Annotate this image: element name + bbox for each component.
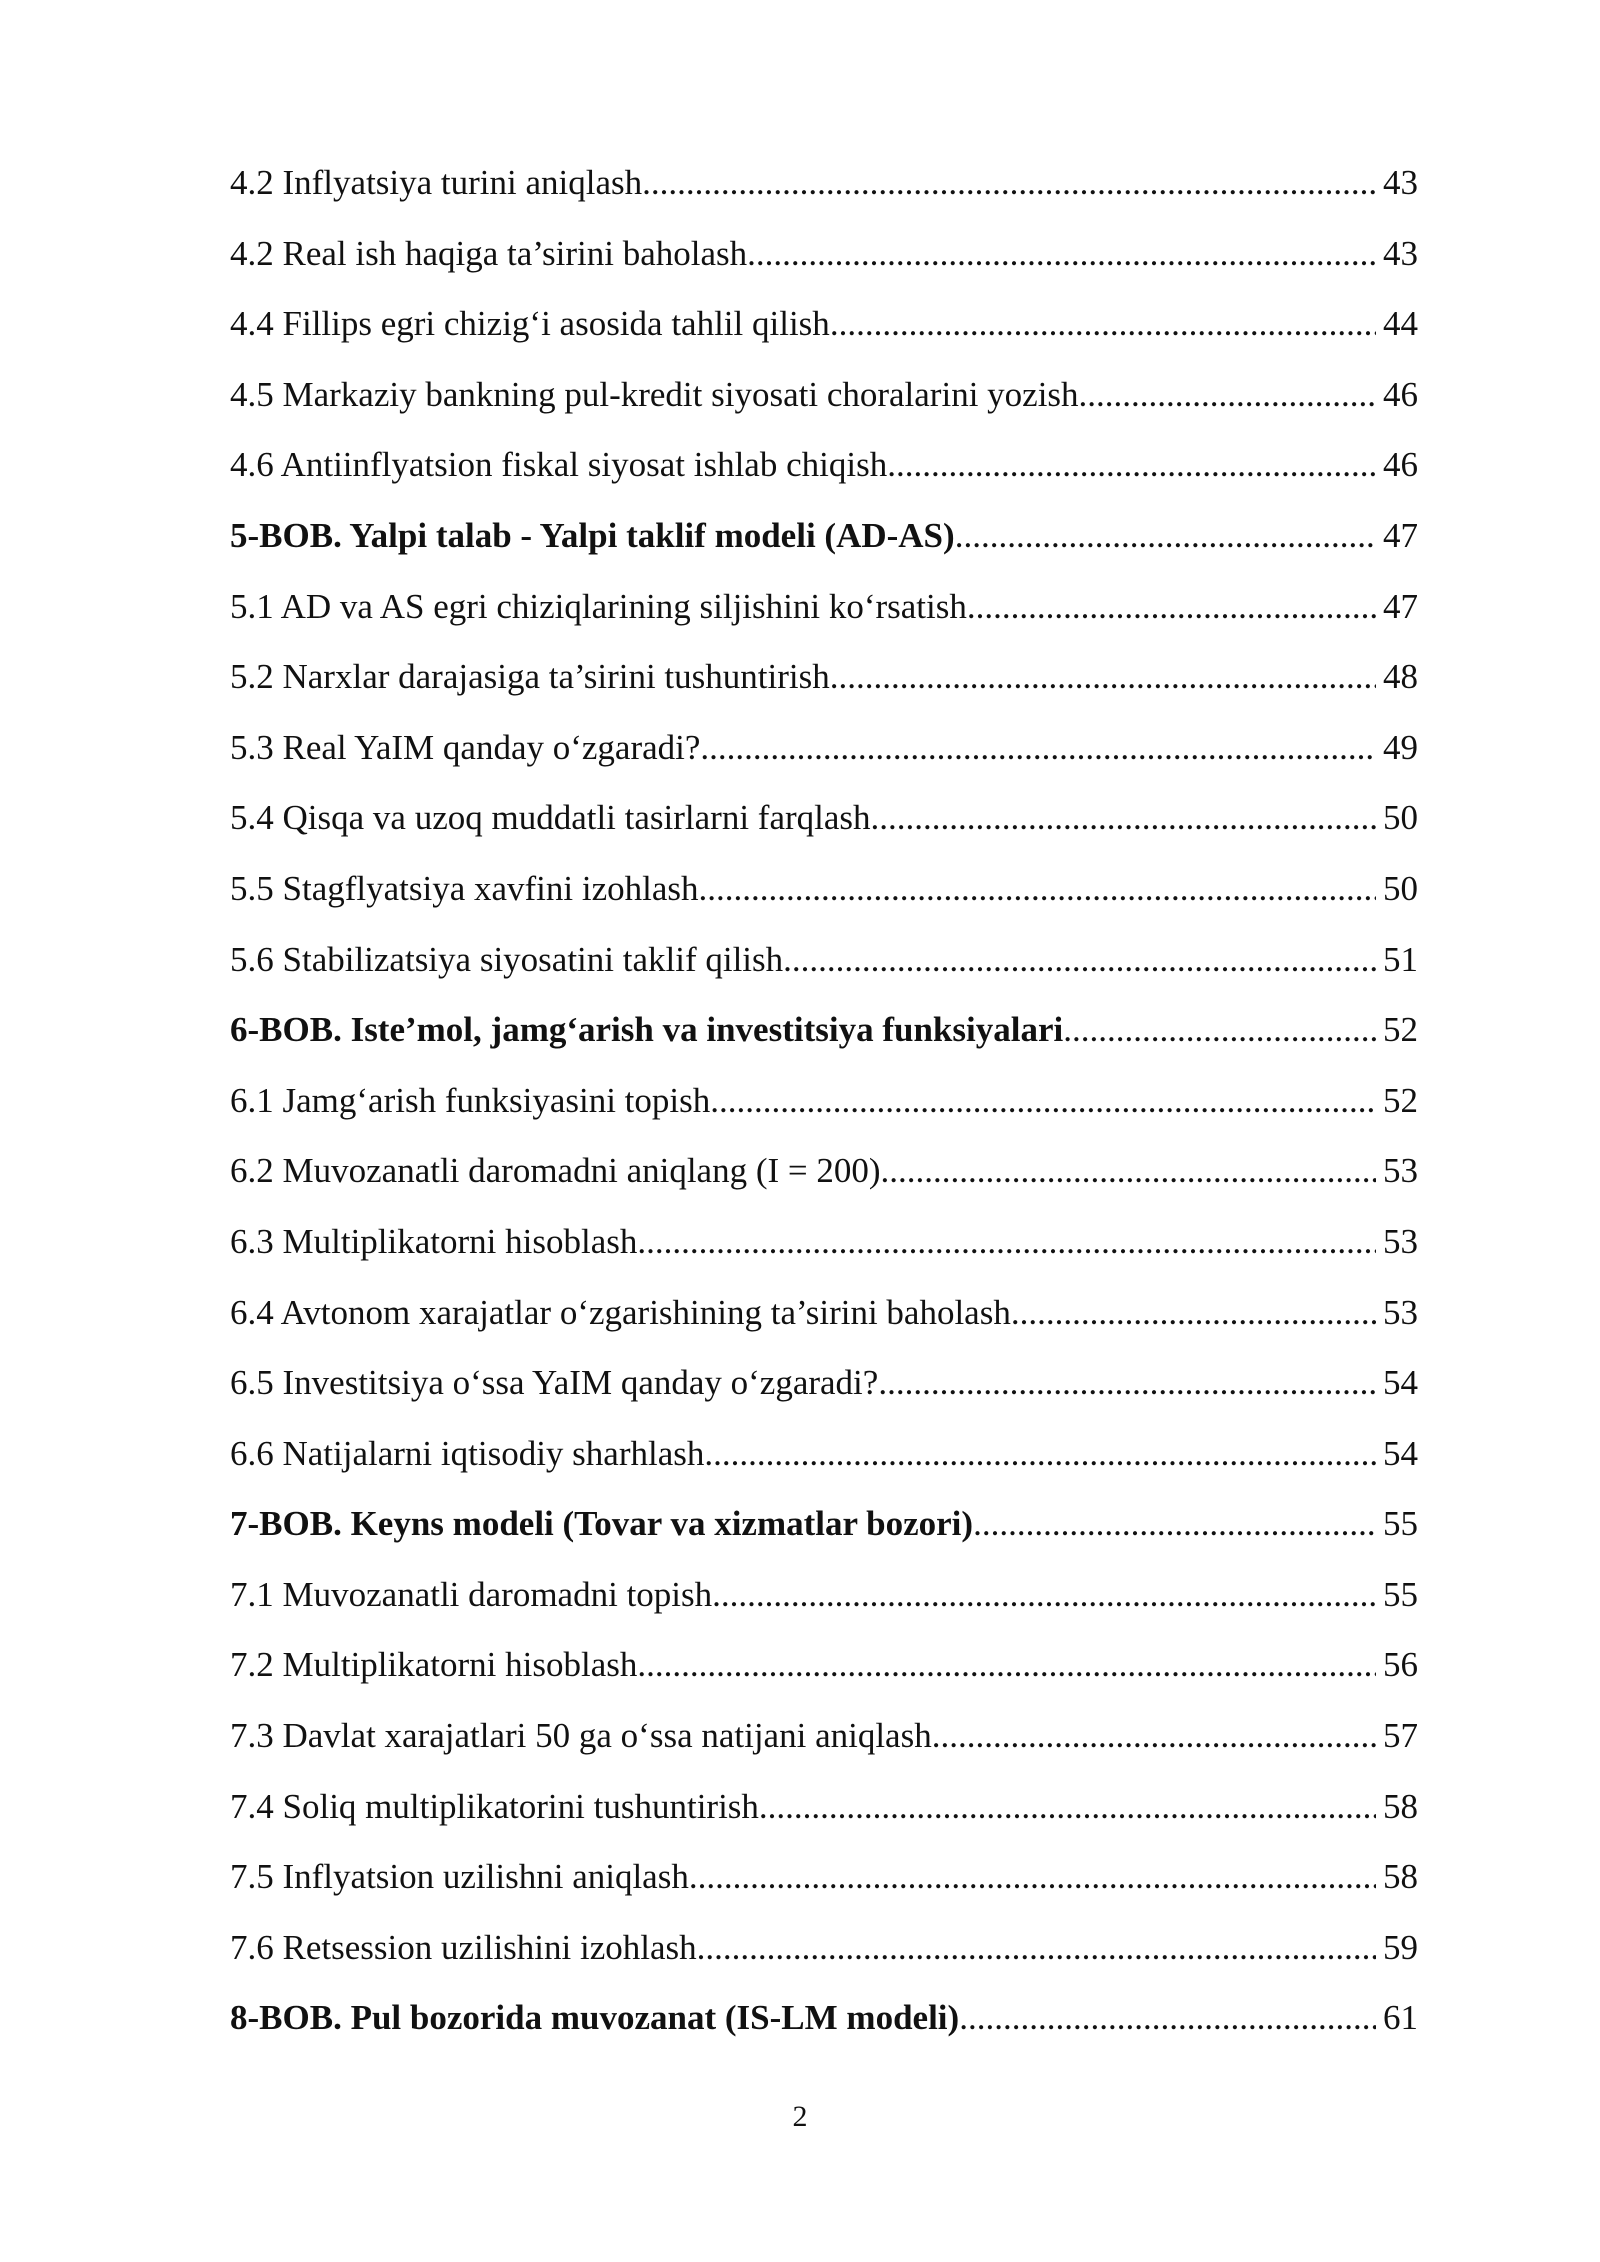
toc-entry-page: 48 [1383,657,1418,697]
toc-entry-page: 54 [1383,1433,1418,1473]
toc-entry[interactable] [230,713,1418,784]
toc-entry-page: 43 [1383,233,1418,273]
toc-entry[interactable] [230,1066,1418,1137]
toc-entry[interactable] [230,360,1418,431]
toc-entry-label: 7.2 Multiplikatorni hisoblash [230,1645,638,1685]
toc-chapter-label: 7-BOB. Keyns modeli (Tovar va xizmatlar bozori) [230,1504,974,1544]
toc-entry[interactable] [230,219,1418,290]
toc-entry-label: 5.1 AD va AS egri chiziqlarining siljishini ko‘rsatish [230,586,967,626]
toc-entry-page: 51 [1383,939,1418,979]
toc-entry[interactable] [230,430,1418,501]
dot-leader [637,1630,1376,1701]
dot-leader [881,1136,1376,1207]
toc-entry[interactable] [230,1278,1418,1349]
toc-entry-page: 57 [1383,1716,1418,1756]
toc-entry-label: 5.2 Narxlar darajasiga ta’sirini tushuntirish [230,657,830,697]
toc-entry-page: 47 [1383,586,1418,626]
toc-entry-page: 50 [1383,868,1418,908]
toc-entry[interactable] [230,1419,1418,1490]
toc-entry-label: 4.2 Inflyatsiya turini aniqlash [230,163,643,202]
dot-leader [642,148,1376,219]
toc-chapter-label: 5-BOB. Yalpi talab - Yalpi taklif modeli (AD-AS) [230,515,955,555]
toc-entry[interactable] [230,1772,1418,1843]
dot-leader [887,430,1376,501]
toc-entry[interactable] [230,148,1418,219]
dot-leader [697,1913,1376,1984]
toc-entry-page: 55 [1383,1504,1418,1544]
toc-entry-label: 6.3 Multiplikatorni hisoblash [230,1221,638,1261]
toc-entry[interactable] [230,1701,1418,1772]
toc-entry-page: 44 [1383,304,1418,344]
dot-leader [704,1419,1376,1490]
dot-leader [878,1348,1376,1419]
toc-chapter-entry[interactable] [230,1983,1418,2054]
dot-leader [759,1772,1376,1843]
toc-entry-label: 5.3 Real YaIM qanday o‘zgaradi? [230,727,701,767]
toc-entry-label: 7.5 Inflyatsion uzilishni aniqlash [230,1857,689,1897]
toc-entry[interactable] [230,783,1418,854]
dot-leader [637,1207,1376,1278]
dot-leader [1011,1278,1376,1349]
toc-entry-page: 49 [1383,727,1418,767]
dot-leader [973,1489,1376,1560]
toc-entry[interactable] [230,1913,1418,1984]
table-of-contents [230,148,1418,2054]
page-number: 2 [792,2100,808,2133]
toc-entry-page: 59 [1383,1927,1418,1967]
toc-entry-page: 52 [1383,1080,1418,1120]
toc-entry-page: 56 [1383,1645,1418,1685]
toc-entry-page: 46 [1383,374,1418,414]
dot-leader [747,219,1376,290]
toc-entry-label: 6.1 Jamg‘arish funksiyasini topish [230,1080,711,1120]
toc-entry[interactable] [230,1136,1418,1207]
toc-entry[interactable] [230,1560,1418,1631]
toc-entry-page: 53 [1383,1221,1418,1261]
dot-leader [1063,995,1376,1066]
toc-entry-page: 54 [1383,1363,1418,1403]
toc-entry[interactable] [230,1842,1418,1913]
toc-entry-page: 46 [1383,445,1418,485]
toc-entry-label: 6.5 Investitsiya o‘ssa YaIM qanday o‘zgaradi? [230,1363,879,1403]
toc-entry-label: 4.5 Markaziy bankning pul-kredit siyosati choralarini yozish [230,374,1079,414]
toc-entry-page: 47 [1383,515,1418,555]
toc-entry-page: 52 [1383,1010,1418,1050]
toc-entry[interactable] [230,1348,1418,1419]
dot-leader [699,854,1376,925]
toc-entry-label: 5.5 Stagflyatsiya xavfini izohlash [230,868,699,908]
toc-entry-page: 58 [1383,1786,1418,1826]
dot-leader [955,501,1376,572]
dot-leader [830,642,1376,713]
toc-chapter-entry[interactable] [230,1489,1418,1560]
dot-leader [932,1701,1376,1772]
dot-leader [712,1560,1376,1631]
toc-entry[interactable] [230,1207,1418,1278]
toc-entry-label: 7.6 Retsession uzilishini izohlash [230,1927,697,1967]
dot-leader [830,289,1376,360]
dot-leader [967,572,1376,643]
toc-entry[interactable] [230,642,1418,713]
toc-entry-label: 6.4 Avtonom xarajatlar o‘zgarishining ta’sirini baholash [230,1292,1011,1332]
toc-entry-label: 4.4 Fillips egri chizig‘i asosida tahlil qilish [230,304,830,344]
toc-entry-page: 53 [1383,1292,1418,1332]
toc-entry[interactable] [230,925,1418,996]
toc-entry[interactable] [230,289,1418,360]
toc-entry-label: 4.6 Antiinflyatsion fiskal siyosat ishlab chiqish [230,445,888,485]
toc-entry-page: 61 [1383,1998,1418,2038]
dot-leader [700,713,1376,784]
toc-chapter-entry[interactable] [230,501,1418,572]
toc-entry[interactable] [230,1630,1418,1701]
toc-entry-label: 5.4 Qisqa va uzoq muddatli tasirlarni farqlash [230,798,871,838]
toc-entry-label: 4.2 Real ish haqiga ta’sirini baholash [230,233,748,273]
dot-leader [959,1983,1376,2054]
toc-entry-page: 43 [1383,163,1418,202]
toc-entry-page: 55 [1383,1574,1418,1614]
dot-leader [871,783,1376,854]
toc-chapter-label: 6-BOB. Iste’mol, jamg‘arish va investitsiya funksiyalari [230,1010,1064,1050]
toc-entry-page: 53 [1383,1151,1418,1191]
toc-entry-page: 50 [1383,798,1418,838]
toc-entry-page: 58 [1383,1857,1418,1897]
toc-entry[interactable] [230,572,1418,643]
toc-entry-label: 7.4 Soliq multiplikatorini tushuntirish [230,1786,759,1826]
toc-entry-label: 5.6 Stabilizatsiya siyosatini taklif qilish [230,939,784,979]
toc-chapter-label: 8-BOB. Pul bozorida muvozanat (IS-LM modeli) [230,1998,960,2038]
toc-entry[interactable] [230,854,1418,925]
dot-leader [710,1066,1376,1137]
dot-leader [783,925,1376,996]
dot-leader [689,1842,1376,1913]
toc-entry-label: 7.1 Muvozanatli daromadni topish [230,1574,713,1614]
toc-entry-label: 6.6 Natijalarni iqtisodiy sharhlash [230,1433,705,1473]
toc-entry-label: 7.3 Davlat xarajatlari 50 ga o‘ssa natijani aniqlash [230,1716,932,1756]
toc-chapter-entry[interactable] [230,995,1418,1066]
dot-leader [1079,360,1376,431]
toc-entry-label: 6.2 Muvozanatli daromadni aniqlang (I = 200) [230,1151,881,1191]
